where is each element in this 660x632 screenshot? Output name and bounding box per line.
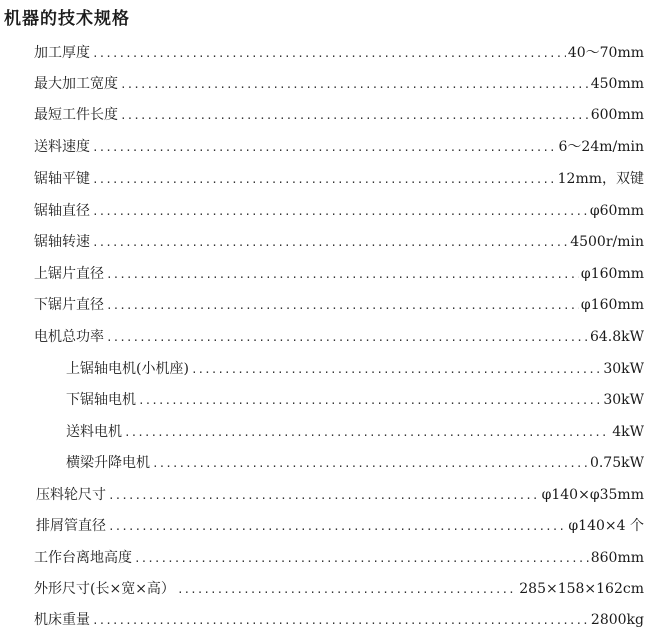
leader-dots: [152, 453, 588, 475]
spec-value: 0.75kW: [589, 455, 644, 471]
leader-dots: [177, 579, 517, 601]
spec-value: 860mm: [590, 550, 644, 566]
spec-value: φ60mm: [589, 203, 644, 219]
spec-label: 下锯片直径: [34, 297, 104, 313]
spec-label: 锯轴转速: [34, 234, 90, 250]
leader-dots: [191, 359, 601, 381]
spec-row-min-length: [34, 104, 644, 126]
spec-value: 600mm: [590, 107, 644, 123]
spec-label: 送料电机: [66, 424, 122, 440]
spec-row-total-power: [34, 326, 644, 348]
leader-dots: [106, 295, 579, 317]
leader-dots: [92, 169, 556, 191]
spec-label: 下锯轴电机: [66, 392, 136, 408]
spec-label: 上锯轴电机(小机座): [66, 361, 189, 377]
spec-row-table-height: [34, 547, 644, 569]
leader-dots: [134, 548, 589, 570]
spec-label: 上锯片直径: [34, 266, 104, 282]
spec-row-press-wheel: [36, 484, 644, 506]
leader-dots: [120, 105, 589, 127]
spec-row-shaft-diameter: [34, 200, 644, 222]
spec-label: 电机总功率: [34, 329, 104, 345]
spec-row-thickness: [34, 42, 644, 64]
leader-dots: [92, 610, 589, 632]
page-title: 机器的技术规格: [4, 9, 130, 29]
spec-row-dimensions: [34, 578, 644, 600]
spec-label: 加工厚度: [34, 45, 90, 61]
spec-value: 6～24m/min: [558, 139, 644, 155]
spec-label: 锯轴平键: [34, 171, 90, 187]
spec-label: 工作台离地高度: [34, 550, 132, 566]
leader-dots: [106, 264, 579, 286]
spec-value: φ140×4 个: [568, 518, 644, 534]
spec-row-lower-motor: [66, 389, 644, 411]
spec-value: φ160mm: [580, 266, 644, 282]
leader-dots: [106, 327, 588, 349]
spec-row-shaft-speed: [34, 231, 644, 253]
spec-value: 450mm: [590, 76, 644, 92]
leader-dots: [120, 74, 589, 96]
spec-row-feed-motor: [66, 421, 644, 443]
spec-row-beam-motor: [66, 452, 644, 474]
spec-label: 最大加工宽度: [34, 76, 118, 92]
spec-value: 285×158×162cm: [519, 581, 644, 597]
spec-row-upper-motor: [66, 358, 644, 380]
spec-value: 2800kg: [590, 612, 644, 628]
spec-label: 压料轮尺寸: [36, 487, 106, 503]
spec-label: 外形尺寸(长×宽×高）: [34, 581, 175, 597]
spec-value: 4kW: [612, 424, 644, 440]
spec-value: φ140×φ35mm: [541, 487, 644, 503]
spec-label: 送料速度: [34, 139, 90, 155]
leader-dots: [108, 516, 566, 538]
leader-dots: [92, 201, 588, 223]
spec-value: φ160mm: [580, 297, 644, 313]
spec-label: 机床重量: [34, 612, 90, 628]
spec-value: 64.8kW: [589, 329, 644, 345]
spec-value: 30kW: [603, 392, 644, 408]
spec-row-upper-blade: [34, 263, 644, 285]
spec-value: 30kW: [603, 361, 644, 377]
spec-label: 锯轴直径: [34, 203, 90, 219]
leader-dots: [92, 232, 568, 254]
spec-row-chip-pipe: [36, 515, 644, 537]
spec-value: 4500r/min: [570, 234, 644, 250]
spec-row-lower-blade: [34, 294, 644, 316]
spec-row-feed-speed: [34, 136, 644, 158]
spec-row-max-width: [34, 73, 644, 95]
leader-dots: [108, 485, 540, 507]
leader-dots: [92, 137, 557, 159]
spec-value: 12mm，双键: [557, 171, 644, 187]
spec-row-shaft-key: [34, 168, 644, 190]
spec-label: 横梁升降电机: [66, 455, 150, 471]
spec-label: 最短工件长度: [34, 107, 118, 123]
leader-dots: [124, 422, 610, 444]
leader-dots: [138, 390, 601, 412]
spec-label: 排屑管直径: [36, 518, 106, 534]
spec-value: 40～70mm: [567, 45, 644, 61]
leader-dots: [92, 43, 566, 65]
spec-row-weight: [34, 609, 644, 631]
